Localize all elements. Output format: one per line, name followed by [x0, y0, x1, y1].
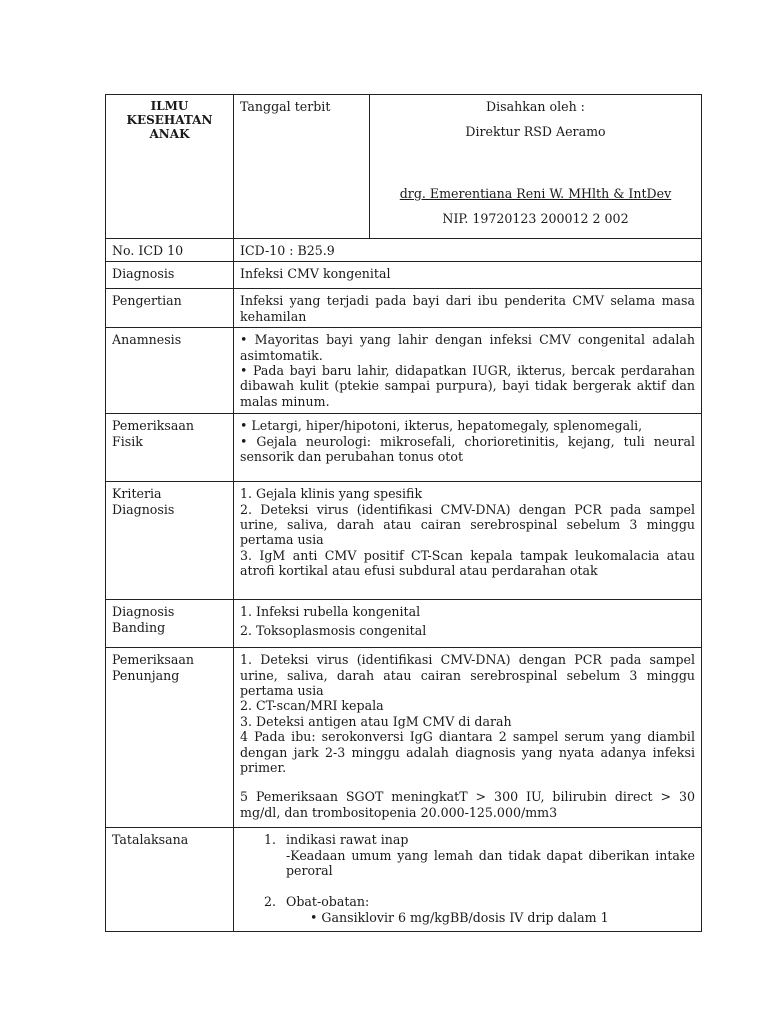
kriteria-point-2: 2. Deteksi virus (identifikasi CMV-DNA) dengan PCR pada sampel urine, saliva, darah atau cairan serebrospinal sebelum 3 minggu pertama usia [240, 501, 695, 548]
signatory-name: drg. Emerentiana Reni W. MHlth & IntDev [399, 185, 672, 201]
row-pengertian [106, 289, 702, 328]
anamnesis-label: Anamnesis [106, 328, 234, 414]
tatalaksana-item-1 [240, 832, 695, 878]
tatalaksana-item-1-detail: -Keadaan umum yang lemah dan tidak dapat diberikan intake peroral [286, 847, 695, 879]
clinical-pathway-table [105, 94, 702, 932]
tatalaksana-item-1-number: 1. [264, 832, 277, 848]
icd-label: No. ICD 10 [106, 239, 234, 262]
kriteria-content [234, 482, 702, 600]
penunjang-point-2: 2. CT-scan/MRI kepala [240, 698, 384, 714]
penunjang-content [234, 648, 702, 828]
tatalaksana-content [234, 828, 702, 932]
fisik-point-1: • Letargi, hiper/hipotoni, ikterus, hepatomegaly, splenomegali, [240, 418, 643, 434]
signatory-nip: NIP. 19720123 200012 2 002 [442, 211, 629, 227]
department-title [106, 95, 234, 239]
diagnosis-value: Infeksi CMV kongenital [234, 262, 702, 289]
kriteria-point-3: 3. IgM anti CMV positif CT-Scan kepala tampak leukomalacia atau atrofi kortikal atau efusi subdural atau perdarahan otak [240, 547, 695, 579]
anamnesis-point-1: • Mayoritas bayi yang lahir dengan infeksi CMV congenital adalah asimtomatik. [240, 332, 695, 363]
banding-point-1: 1. Infeksi rubella kongenital [240, 604, 421, 620]
department-line-3: ANAK [149, 127, 190, 141]
anamnesis-point-2: • Pada bayi baru lahir, didapatkan IUGR, ikterus, bercak perdarahan dibawah kulit (ptekie sampai purpura), bayi tidak bergerak aktif dan malas minum. [240, 363, 695, 409]
penunjang-point-1: 1. Deteksi virus (identifikasi CMV-DNA) dengan PCR pada sampel urine, saliva, darah atau cairan serebrospinal sebelum 3 minggu pertama usia [240, 652, 695, 699]
row-penunjang [106, 648, 702, 828]
banding-content [234, 600, 702, 648]
approval-cell [370, 95, 702, 239]
header-row [106, 95, 702, 239]
tatalaksana-item-2-number: 2. [264, 894, 277, 910]
banding-point-2: 2. Toksoplasmosis congenital [240, 622, 427, 638]
penunjang-point-3: 3. Deteksi antigen atau IgM CMV di darah [240, 713, 512, 729]
row-tatalaksana [106, 828, 702, 932]
tatalaksana-item-2-bullet: • Gansiklovir 6 mg/kgBB/dosis IV drip dalam 1 [310, 909, 609, 925]
anamnesis-content [234, 328, 702, 414]
banding-label: Diagnosis Banding [106, 600, 234, 648]
penunjang-point-4: 4 Pada ibu: serokonversi IgG diantara 2 sampel serum yang diambil dengan jark 2-3 minggu adalah diagnosis yang nyata adanya infeksi primer. [240, 729, 695, 776]
penunjang-label: Pemeriksaan Penunjang [106, 648, 234, 828]
icd-value: ICD-10 : B25.9 [234, 239, 702, 262]
diagnosis-label: Diagnosis [106, 262, 234, 289]
penunjang-point-5: 5 Pemeriksaan SGOT meningkatT > 300 IU, bilirubin direct > 30 mg/dl, dan trombositopenia 20.000-125.000/mm3 [240, 789, 695, 820]
tatalaksana-list [240, 832, 695, 925]
tatalaksana-item-1-title: indikasi rawat inap [286, 832, 409, 848]
kriteria-label: Kriteria Diagnosis [106, 482, 234, 600]
fisik-content [234, 414, 702, 482]
director-title: Direktur RSD Aeramo [465, 124, 606, 140]
fisik-point-2: • Gejala neurologi: mikrosefali, chorioretinitis, kejang, tuli neural sensorik dan perubahan tonus otot [240, 433, 695, 465]
fisik-label: Pemeriksaan Fisik [106, 414, 234, 482]
row-fisik [106, 414, 702, 482]
tatalaksana-label: Tatalaksana [106, 828, 234, 932]
row-kriteria [106, 482, 702, 600]
pengertian-value: Infeksi yang terjadi pada bayi dari ibu penderita CMV selama masa kehamilan [234, 289, 702, 328]
row-diagnosis [106, 262, 702, 289]
department-line-1: ILMU [150, 99, 189, 113]
tatalaksana-item-2-title: Obat-obatan: [286, 894, 370, 910]
row-anamnesis [106, 328, 702, 414]
kriteria-point-1: 1. Gejala klinis yang spesifik [240, 486, 423, 502]
row-banding [106, 600, 702, 648]
issue-date-cell: Tanggal terbit [234, 95, 370, 239]
tatalaksana-item-2 [240, 894, 695, 925]
row-icd [106, 239, 702, 262]
pengertian-label: Pengertian [106, 289, 234, 328]
approved-by-label: Disahkan oleh : [486, 99, 585, 114]
department-line-2: KESEHATAN [126, 113, 213, 127]
